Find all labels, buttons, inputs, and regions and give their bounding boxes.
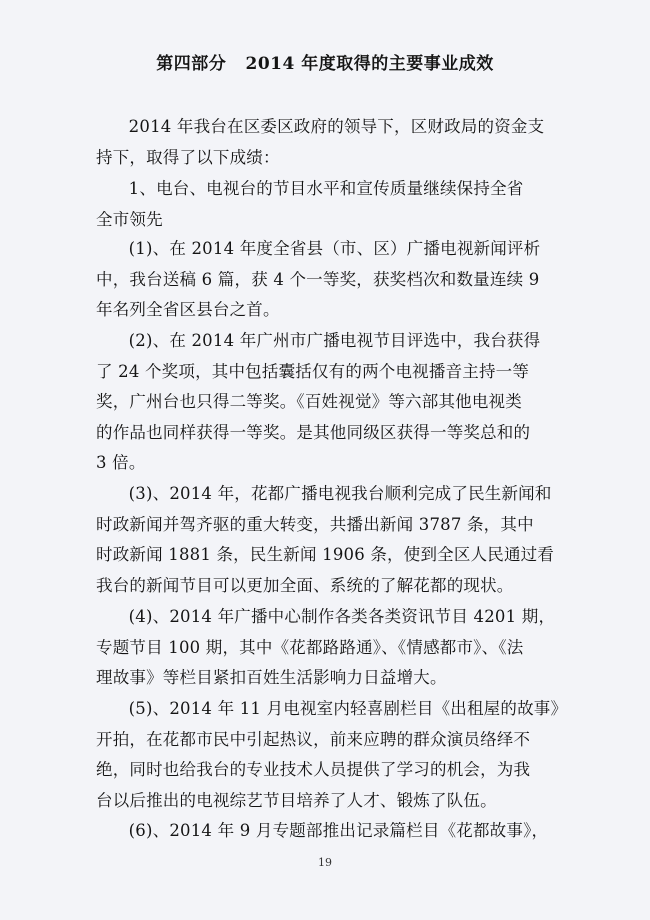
text-line: (2)、在 2014 年广州市广播电视节目评选中，我台获得 [96,331,541,350]
text-line: 2014 年我台在区委区政府的领导下，区财政局的资金支 [96,117,545,136]
paragraph-item-6 [96,816,572,847]
text-line: 绝，同时也给我台的专业技术人员提供了学习的机会，为我 [96,760,531,780]
text-line: 1、电台、电视台的节目水平和宣传质量继续保持全省 [96,179,524,198]
paragraph-item-1 [96,234,572,326]
text-line: 专题节目 100 期，其中《花都路路通》、《情感都市》、《法 [96,637,524,657]
text-line: (3)、2014 年，花都广播电视我台顺利完成了民生新闻和 [96,484,552,503]
text-line: 中，我台送稿 6 篇，获 4 个一等奖，获奖档次和数量连续 9 [96,269,540,289]
paragraph-item-5 [96,694,572,816]
text-line: 的作品也同样获得一等奖。是其他同级区获得一等奖总和的 [96,422,531,442]
page-title: 第四部分 2014 年度取得的主要事业成效 [156,54,494,74]
text-line: 3 倍。 [96,453,146,473]
text-line: (1)、在 2014 年度全省县（市、区）广播电视新闻评析 [96,239,541,258]
text-line: 时政新闻 1881 条，民生新闻 1906 条，使到全区人民通过看 [96,545,555,565]
page-number: 19 [318,856,332,869]
text-line: 我台的新闻节目可以更加全面、系统的了解花都的现状。 [96,575,514,595]
text-line: 持下，取得了以下成绩： [96,147,280,167]
text-line: 理故事》等栏目紧扣百姓生活影响力日益增大。 [96,668,447,688]
text-line: 奖，广州台也只得二等奖。《百姓视觉》等六部其他电视类 [96,392,522,412]
text-line: 了 24 个奖项，其中包括囊括仅有的两个电视播音主持一等 [96,361,530,381]
paragraph-intro [96,112,572,173]
paragraph-section-1 [96,174,572,235]
text-line: 开拍，在花都市民中引起热议，前来应聘的群众演员络绎不 [96,729,531,749]
text-line: 台以后推出的电视综艺节目培养了人才、锻炼了队伍。 [96,790,497,810]
text-line: (6)、2014 年 9 月专题部推出记录篇栏目《花都故事》， [96,821,549,840]
paragraph-item-2 [96,326,572,479]
paragraph-item-4 [96,602,572,694]
text-line: 年名列全省区县台之首。 [96,300,280,320]
text-line: 全市领先 [96,209,163,229]
text-line: (4)、2014 年广播中心制作各类各类资讯节目 4201 期， [96,607,556,626]
text-line: 时政新闻并驾齐驱的重大转变，共播出新闻 3787 条，其中 [96,514,534,534]
text-line: (5)、2014 年 11 月电视室内轻喜剧栏目《出租屋的故事》 [96,699,568,718]
paragraph-item-3 [96,479,572,601]
